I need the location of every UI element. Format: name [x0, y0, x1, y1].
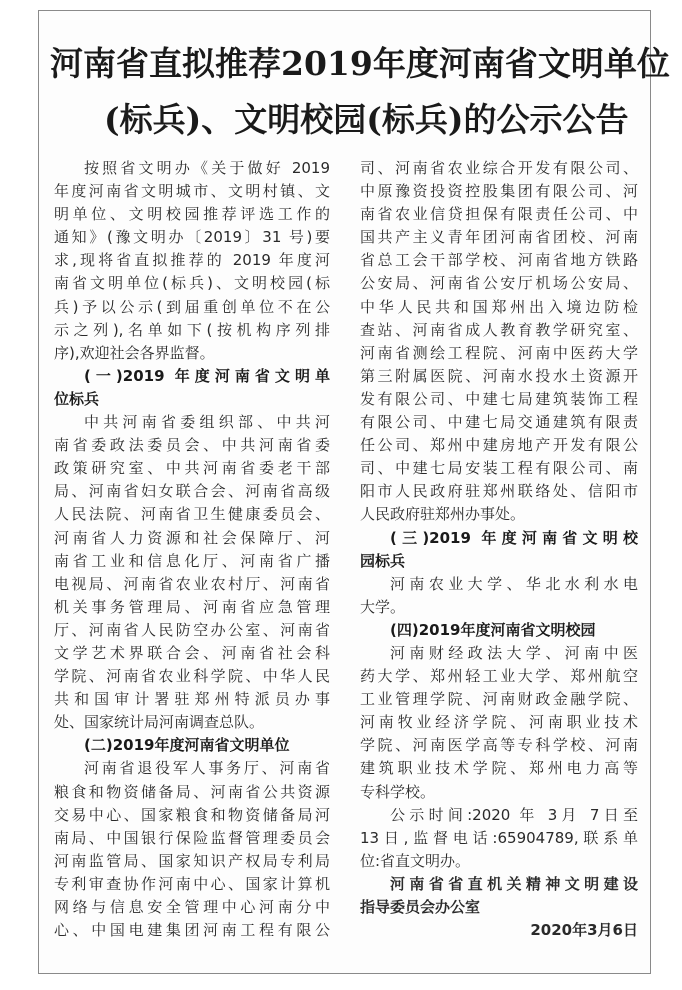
text-line: 年度河南省文明城市、文明村镇、文 — [54, 182, 330, 201]
text-line: 专科学校。 — [360, 782, 436, 801]
text-line: 南省文明单位(标兵)、文明校园(标 — [54, 274, 330, 293]
text-line: 河南监管局、国家知识产权局专利局 — [54, 851, 330, 870]
headline-line-1: 河南省直拟推荐2019年度河南省文明单位 — [50, 44, 670, 83]
text-line: 药大学、郑州轻工业大学、郑州航空 — [360, 667, 638, 686]
text-line: 大学。 — [360, 597, 406, 616]
text-line: 求,现将省直拟推荐的 2019 年度河 — [54, 251, 330, 270]
text-line: (二)2019年度河南省文明单位 — [84, 736, 290, 755]
text-line: 文学艺术界联合会、河南省社会科 — [54, 643, 330, 662]
right-column — [360, 157, 638, 942]
paragraph — [360, 642, 638, 804]
text-line: 指导委员会办公室 — [360, 898, 481, 916]
text-line: 任公司、郑州中建房地产开发有限公 — [360, 436, 638, 455]
signature-block — [360, 873, 638, 919]
text-line: 政策研究室、中共河南省委老干部 — [54, 459, 330, 478]
text-line: 第三附属医院、河南水投水土资源开 — [360, 366, 638, 385]
text-line: 人民政府驻郑州办事处。 — [360, 505, 526, 524]
text-line: 河南省退役军人事务厅、河南省 — [84, 759, 330, 778]
text-line: 司、中建七局安装工程有限公司、南 — [360, 459, 638, 478]
text-line: (三)2019 年度河南省文明校 — [390, 528, 638, 547]
text-line: 司、河南省农业综合开发有限公司、 — [360, 159, 638, 177]
text-line: 学院、河南医学高等专科学校、河南 — [360, 736, 638, 755]
text-line: 粮食和物资储备局、河南省公共资源 — [54, 782, 330, 801]
text-line: 交易中心、国家粮食和物资储备局河 — [54, 805, 330, 824]
text-line: 位标兵 — [54, 389, 100, 408]
text-line: 示之列),名单如下(按机构序列排 — [54, 320, 330, 339]
paragraph — [54, 757, 330, 942]
text-line: (四)2019年度河南省文明校园 — [390, 620, 596, 639]
text-line: 有限公司、中建七局交通建筑有限责 — [360, 413, 638, 432]
text-line: 电视局、河南省农业农村厅、河南省 — [54, 574, 330, 593]
text-line: 国共产主义青年团河南省团校、河南 — [360, 228, 638, 247]
date-line — [360, 919, 638, 942]
text-line: 厅、河南省人民防空办公室、河南省 — [54, 620, 330, 639]
text-line: 按照省文明办《关于做好 2019 — [84, 159, 330, 177]
text-line: 序),欢迎社会各界监督。 — [54, 343, 215, 362]
text-line: 建筑职业技术学院、郑州电力高等 — [360, 759, 638, 778]
paragraph — [54, 157, 330, 365]
text-line: 南省农业信贷担保有限责任公司、中 — [360, 205, 638, 224]
text-line: 共和国审计署驻郑州特派员办事 — [54, 690, 330, 709]
text-line: 2020年3月6日 — [530, 921, 638, 940]
text-line: (一)2019 年度河南省文明单 — [84, 366, 330, 385]
text-line: 发有限公司、中建七局建筑装饰工程 — [360, 389, 638, 408]
text-line: 河南农业大学、华北水利水电 — [390, 574, 638, 593]
text-line: 局、河南省妇女联合会、河南省高级 — [54, 482, 330, 501]
paragraph — [360, 157, 638, 527]
paragraph — [360, 804, 638, 873]
text-line: 阳市人民政府驻郑州联络处、信阳市 — [360, 482, 638, 501]
text-line: 机关事务管理局、河南省应急管理 — [54, 597, 330, 616]
section-heading — [360, 619, 638, 642]
text-line: 明单位、文明校园推荐评选工作的 — [54, 205, 330, 224]
text-line: 河南省人力资源和社会保障厅、河 — [54, 528, 330, 547]
text-line: 河南省省直机关精神文明建设 — [390, 874, 638, 893]
text-line: 专利审查协作河南中心、国家计算机 — [54, 874, 330, 893]
text-line: 学院、河南省农业科学院、中华人民 — [54, 667, 330, 686]
text-line: 河南牧业经济学院、河南职业技术 — [360, 713, 638, 732]
paragraph — [54, 411, 330, 734]
text-line: 公安局、河南省公安厅机场公安局、 — [360, 274, 638, 293]
text-line: 通知》(豫文明办〔2019〕31 号)要 — [54, 228, 330, 247]
text-line: 中华人民共和国郑州出入境边防检 — [360, 297, 638, 316]
text-line: 南省委政法委员会、中共河南省委 — [54, 436, 330, 455]
text-line: 省总工会干部学校、河南省地方铁路 — [360, 251, 638, 270]
text-line: 13日,监督电话:65904789,联系单 — [360, 828, 638, 847]
section-heading — [54, 734, 330, 757]
text-line: 查站、河南省成人教育教学研究室、 — [360, 320, 638, 339]
section-heading — [54, 365, 330, 411]
text-line: 南省工业和信息化厅、河南省广播 — [54, 551, 330, 570]
text-line: 中共河南省委组织部、中共河 — [84, 413, 330, 432]
section-heading — [360, 527, 638, 573]
text-line: 公示时间:2020 年 3月 7日至 — [390, 805, 638, 824]
paragraph — [360, 573, 638, 619]
text-line: 河南省测绘工程院、河南中医药大学 — [360, 343, 638, 362]
text-line: 处、国家统计局河南调查总队。 — [54, 713, 265, 732]
text-line: 兵)予以公示(到届重创单位不在公 — [54, 297, 330, 316]
text-line: 人民法院、河南省卫生健康委员会、 — [54, 505, 330, 524]
text-line: 南局、中国银行保险监督管理委员会 — [54, 828, 330, 847]
text-line: 中原豫资投资控股集团有限公司、河 — [360, 182, 638, 201]
headline-line-2: (标兵)、文明校园(标兵)的公示公告 — [104, 100, 629, 139]
left-column — [54, 157, 330, 942]
text-line: 位:省直文明办。 — [360, 851, 471, 870]
text-line: 河南财经政法大学、河南中医 — [390, 643, 638, 662]
text-line: 心、中国电建集团河南工程有限公 — [54, 921, 330, 940]
text-line: 网络与信息安全管理中心河南分中 — [54, 898, 330, 916]
text-line: 工业管理学院、河南财政金融学院、 — [360, 690, 638, 709]
text-line: 园标兵 — [360, 551, 406, 570]
